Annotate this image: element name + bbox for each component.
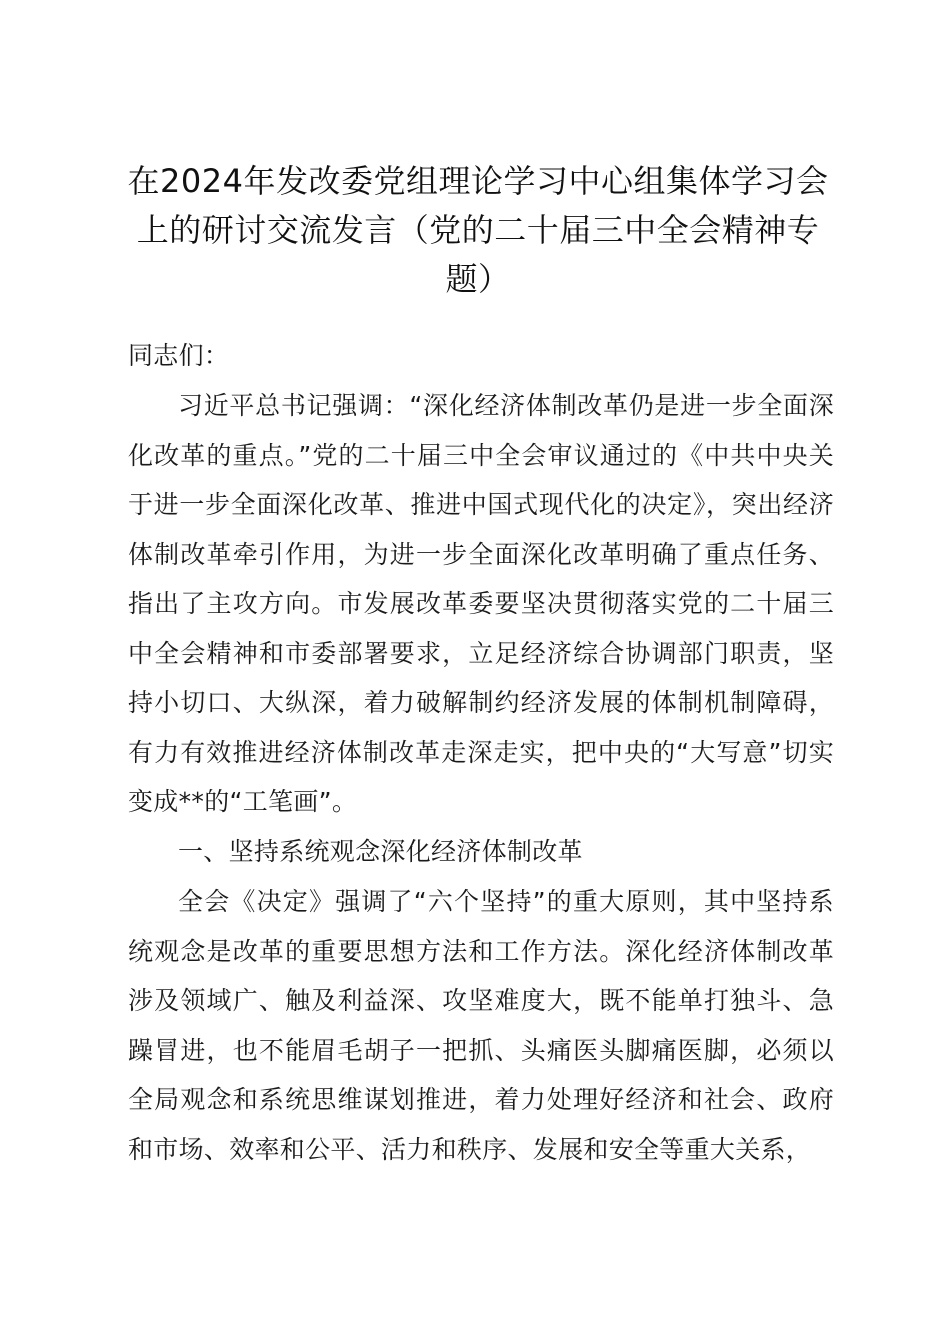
paragraph-section-1: 全会《决定》强调了“六个坚持”的重大原则，其中坚持系统观念是改革的重要思想方法和工作方法。深化经济体制改革涉及领域广、触及利益深、攻坚难度大，既不能单打独斗、急躁冒进，也不能眉毛胡子一把抓、头痛医头脚痛医脚，必须以全局观念和系统思维谋划推进，着力处理好经济和社会、政府和市场、效率和公平、活力和秩序、发展和安全等重大关系，: [128, 887, 834, 1164]
document-title: 在2024年发改委党组理论学习中心组集体学习会上的研讨交流发言（党的二十届三中全会精神专题）: [127, 162, 829, 298]
salutation: 同志们：: [128, 341, 230, 370]
section-heading-1: 一、坚持系统观念深化经济体制改革: [178, 837, 583, 866]
paragraph-intro: 习近平总书记强调：“深化经济体制改革仍是进一步全面深化改革的重点。”党的二十届三中全会审议通过的《中共中央关于进一步全面深化改革、推进中国式现代化的决定》，突出经济体制改革牵引作用，为进一步全面深化改革明确了重点任务、指出了主攻方向。市发展改革委要坚决贯彻落实党的二十届三中全会精神和市委部署要求，立足经济综合协调部门职责，坚持小切口、大纵深，着力破解制约经济发展的体制机制障碍，有力有效推进经济体制改革走深走实，把中央的“大写意”切实变成**的“工笔画”。: [128, 391, 834, 816]
